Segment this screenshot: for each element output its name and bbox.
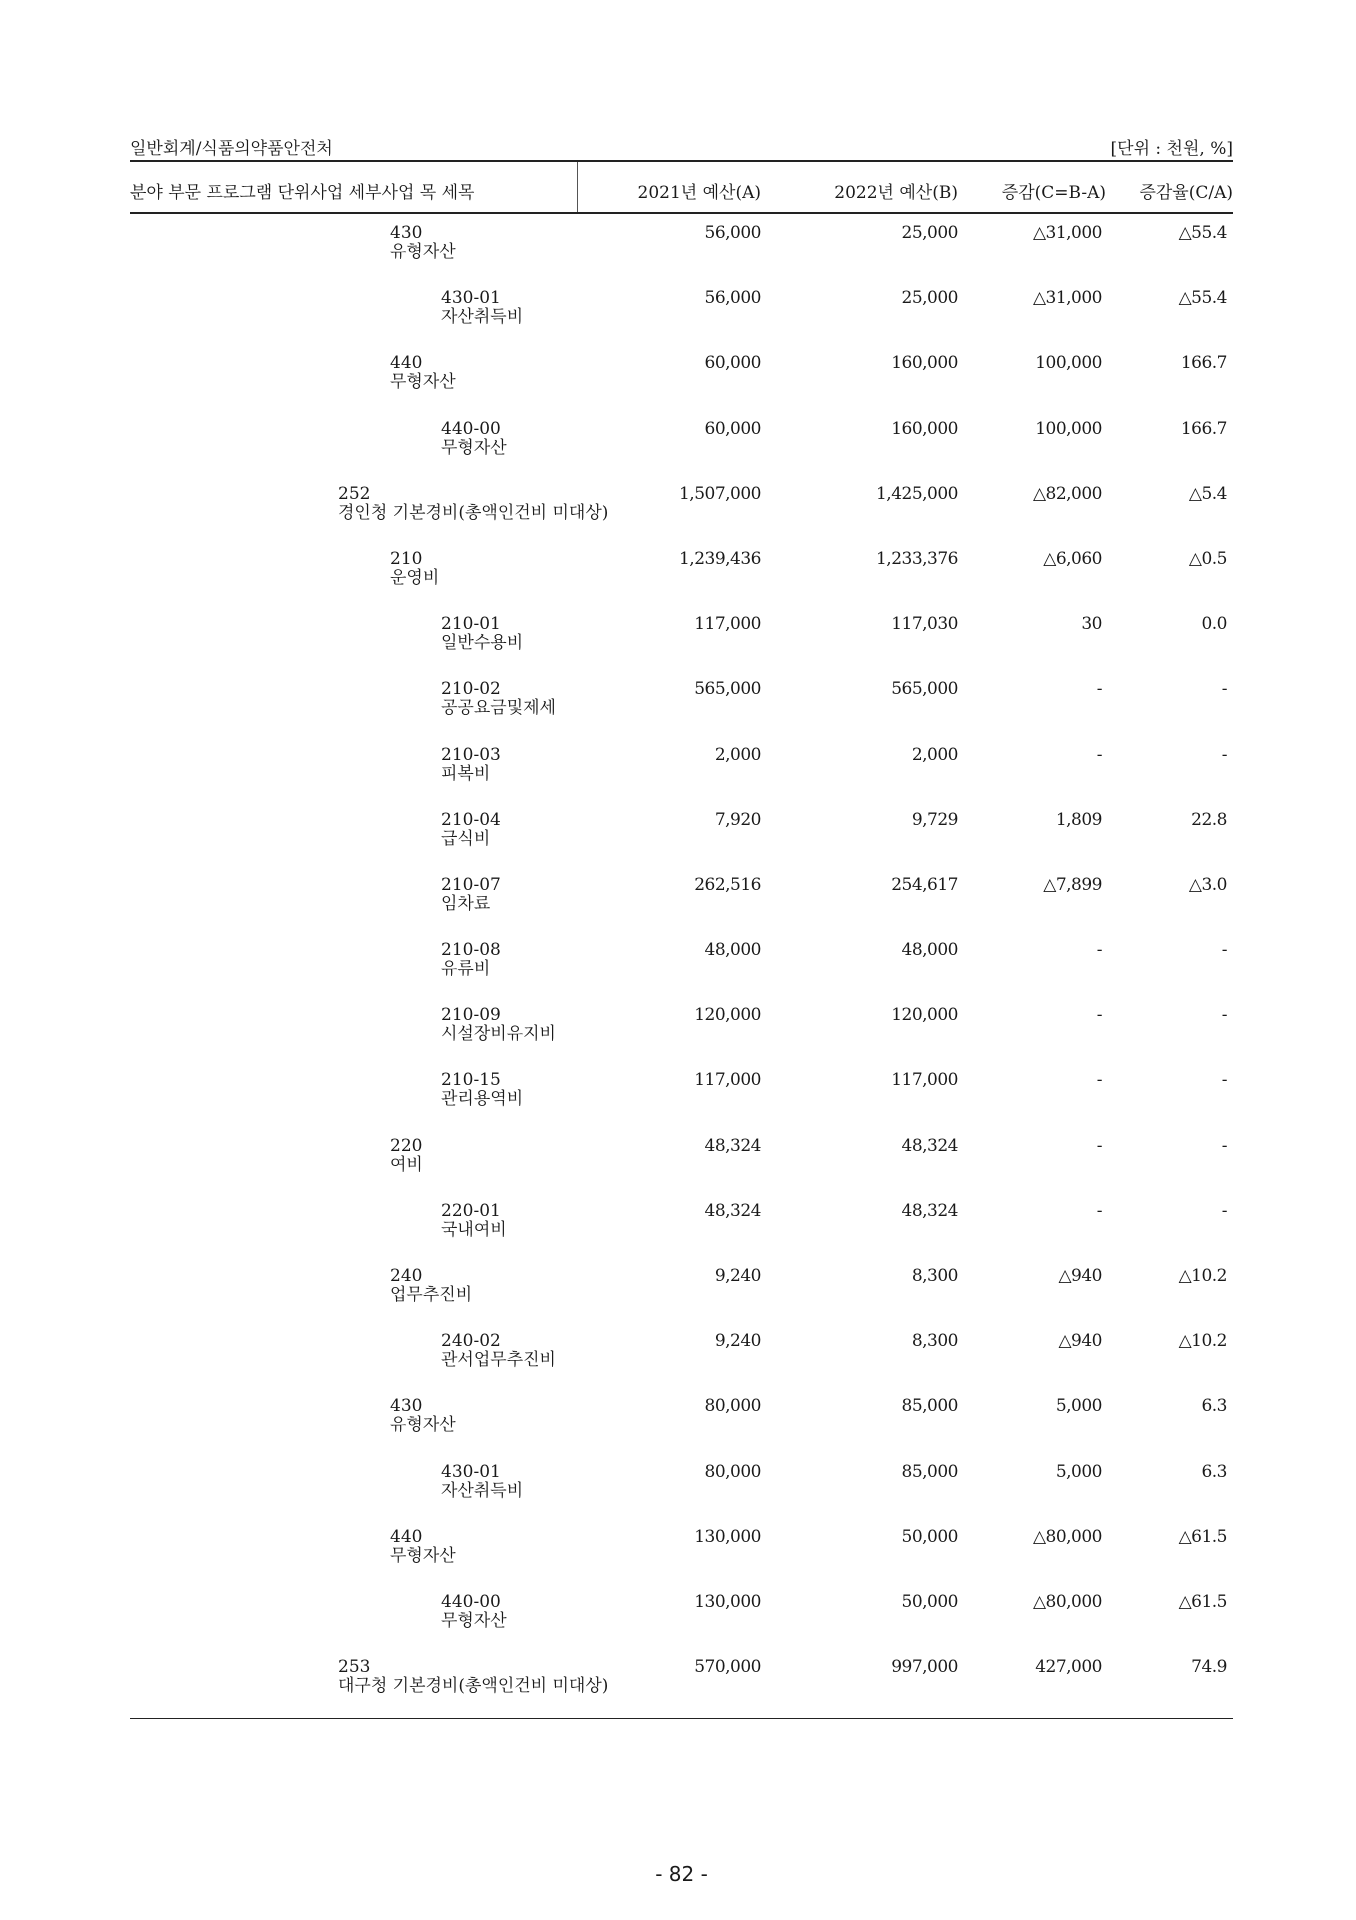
page-number: - 82 - — [655, 1862, 708, 1886]
row-change-rate: 74.9 — [1191, 1657, 1227, 1678]
row-budget-2022: 9,729 — [911, 809, 958, 830]
row-code: 220-01 — [441, 1200, 501, 1221]
row-budget-2021: 570,000 — [694, 1657, 761, 1678]
table-row — [130, 279, 1233, 344]
table-header — [130, 162, 1233, 212]
row-budget-2022: 1,425,000 — [875, 483, 958, 504]
table-bottom-rule — [130, 1718, 1233, 1719]
row-change: 1,809 — [1055, 809, 1102, 830]
row-budget-2022: 997,000 — [891, 1657, 958, 1678]
table-row — [130, 736, 1233, 801]
table-row — [130, 670, 1233, 735]
row-budget-2022: 254,617 — [891, 874, 958, 895]
row-change: △940 — [1058, 1331, 1102, 1352]
row-change-rate: △61.5 — [1178, 1526, 1227, 1547]
row-name: 무형자산 — [390, 372, 456, 393]
table-row — [130, 540, 1233, 605]
row-name: 국내여비 — [441, 1219, 507, 1240]
row-budget-2022: 120,000 — [891, 1005, 958, 1026]
table-row — [130, 996, 1233, 1061]
row-name: 여비 — [390, 1154, 423, 1175]
table-row — [130, 1648, 1233, 1713]
row-budget-2021: 130,000 — [694, 1591, 761, 1612]
table-row — [130, 1257, 1233, 1322]
row-code: 210-15 — [441, 1070, 501, 1091]
table-row — [130, 1127, 1233, 1192]
table-row — [130, 801, 1233, 866]
row-name: 임차료 — [441, 893, 491, 914]
row-change: △31,000 — [1032, 288, 1102, 309]
row-budget-2022: 565,000 — [891, 679, 958, 700]
table-row — [130, 475, 1233, 540]
row-name: 시설장비유지비 — [441, 1024, 556, 1045]
row-budget-2022: 8,300 — [911, 1331, 958, 1352]
row-change: 5,000 — [1055, 1396, 1102, 1417]
row-change: - — [1096, 1005, 1102, 1026]
row-budget-2021: 1,239,436 — [678, 548, 761, 569]
row-change: △6,060 — [1043, 548, 1102, 569]
row-name: 경인청 기본경비(총액인건비 미대상) — [338, 502, 609, 523]
row-change-rate: △55.4 — [1178, 288, 1227, 309]
row-name: 무형자산 — [441, 437, 507, 458]
row-code: 210-07 — [441, 874, 501, 895]
row-change: △82,000 — [1032, 483, 1102, 504]
row-budget-2022: 25,000 — [901, 288, 958, 309]
row-change: 30 — [1081, 614, 1102, 635]
row-code: 210-01 — [441, 614, 501, 635]
row-change-rate: △0.5 — [1188, 548, 1227, 569]
row-name: 무형자산 — [441, 1610, 507, 1631]
table-body — [130, 214, 1233, 1713]
row-code: 252 — [338, 483, 371, 504]
row-budget-2021: 565,000 — [694, 679, 761, 700]
row-budget-2022: 2,000 — [911, 744, 958, 765]
row-budget-2021: 9,240 — [714, 1266, 761, 1286]
row-name: 업무추진비 — [390, 1285, 473, 1305]
row-budget-2021: 80,000 — [704, 1461, 761, 1482]
row-change: - — [1096, 744, 1102, 765]
table-row — [130, 1453, 1233, 1518]
row-code: 210-02 — [441, 679, 501, 700]
row-change-rate: - — [1221, 1070, 1227, 1091]
row-change: - — [1096, 1070, 1102, 1091]
row-code: 220 — [390, 1135, 423, 1156]
row-budget-2021: 9,240 — [714, 1331, 761, 1352]
row-budget-2021: 48,324 — [704, 1135, 761, 1156]
table-row — [130, 866, 1233, 931]
row-change-rate: - — [1221, 940, 1227, 961]
row-budget-2021: 80,000 — [704, 1396, 761, 1417]
header-budget-2022: 2022년 예산(B) — [834, 183, 958, 203]
row-change-rate: △5.4 — [1188, 483, 1227, 504]
row-code: 210-04 — [441, 809, 501, 830]
row-change: - — [1096, 1135, 1102, 1156]
row-budget-2021: 7,920 — [714, 809, 761, 830]
row-budget-2022: 48,324 — [901, 1135, 958, 1156]
row-change: 427,000 — [1035, 1657, 1102, 1678]
row-code: 240 — [390, 1266, 423, 1286]
row-change-rate: 6.3 — [1201, 1461, 1227, 1482]
row-change: - — [1096, 940, 1102, 961]
table-row — [130, 931, 1233, 996]
row-name: 유형자산 — [390, 242, 456, 262]
header-classification: 분야 부문 프로그램 단위사업 세부사업 목 세목 — [130, 183, 475, 203]
account-title: 일반회계/식품의약품안전처 — [130, 139, 333, 159]
header-budget-2021: 2021년 예산(A) — [637, 183, 761, 203]
row-change-rate: 22.8 — [1191, 809, 1227, 830]
table-row — [130, 410, 1233, 475]
row-budget-2022: 8,300 — [911, 1266, 958, 1286]
row-code: 430-01 — [441, 288, 501, 309]
row-change-rate: 166.7 — [1180, 353, 1227, 374]
row-budget-2021: 130,000 — [694, 1526, 761, 1547]
row-change: △31,000 — [1032, 223, 1102, 243]
row-budget-2021: 60,000 — [704, 353, 761, 374]
row-code: 210-03 — [441, 744, 501, 765]
row-code: 440-00 — [441, 1591, 501, 1612]
row-code: 430-01 — [441, 1461, 501, 1482]
row-budget-2021: 262,516 — [694, 874, 761, 895]
row-name: 대구청 기본경비(총액인건비 미대상) — [338, 1676, 609, 1697]
table-row — [130, 214, 1233, 279]
unit-label: [단위 : 천원, %] — [1110, 139, 1233, 159]
row-name: 자산취득비 — [441, 307, 524, 328]
row-change: △940 — [1058, 1266, 1102, 1286]
row-name: 유형자산 — [390, 1415, 456, 1436]
table-caption — [130, 130, 1233, 158]
row-name: 피복비 — [441, 763, 491, 784]
row-budget-2021: 1,507,000 — [678, 483, 761, 504]
table-row — [130, 1322, 1233, 1387]
row-change-rate: - — [1221, 1135, 1227, 1156]
row-budget-2021: 56,000 — [704, 288, 761, 309]
header-change-rate: 증감율(C/A) — [1139, 183, 1233, 203]
row-change-rate: 0.0 — [1201, 614, 1227, 635]
row-budget-2021: 48,324 — [704, 1200, 761, 1221]
row-name: 운영비 — [390, 567, 440, 588]
table-row — [130, 1061, 1233, 1126]
row-budget-2021: 60,000 — [704, 418, 761, 439]
row-code: 240-02 — [441, 1331, 501, 1352]
row-budget-2021: 117,000 — [694, 614, 761, 635]
row-name: 관리용역비 — [441, 1089, 524, 1110]
row-code: 253 — [338, 1657, 371, 1678]
row-code: 440-00 — [441, 418, 501, 439]
row-code: 430 — [390, 1396, 423, 1417]
row-name: 일반수용비 — [441, 633, 524, 654]
document-page — [130, 0, 1233, 1920]
row-code: 210 — [390, 548, 423, 569]
table-row — [130, 1518, 1233, 1583]
row-change-rate: 166.7 — [1180, 418, 1227, 439]
row-name: 자산취득비 — [441, 1480, 524, 1501]
row-change-rate: △55.4 — [1178, 223, 1227, 243]
row-change: 100,000 — [1035, 418, 1102, 439]
row-budget-2022: 160,000 — [891, 418, 958, 439]
row-change: 100,000 — [1035, 353, 1102, 374]
row-budget-2022: 85,000 — [901, 1396, 958, 1417]
table-row — [130, 1387, 1233, 1452]
row-change-rate: - — [1221, 1005, 1227, 1026]
row-change-rate: - — [1221, 744, 1227, 765]
row-budget-2022: 160,000 — [891, 353, 958, 374]
row-budget-2022: 50,000 — [901, 1526, 958, 1547]
row-change-rate: - — [1221, 1200, 1227, 1221]
row-budget-2022: 117,000 — [891, 1070, 958, 1091]
row-change-rate: - — [1221, 679, 1227, 700]
header-divider — [577, 162, 578, 212]
row-change-rate: △10.2 — [1178, 1331, 1227, 1352]
row-code: 210-09 — [441, 1005, 501, 1026]
row-code: 440 — [390, 1526, 423, 1547]
table-row — [130, 344, 1233, 409]
row-budget-2022: 25,000 — [901, 223, 958, 243]
row-change: - — [1096, 679, 1102, 700]
row-budget-2021: 117,000 — [694, 1070, 761, 1091]
row-change: △7,899 — [1043, 874, 1102, 895]
row-budget-2022: 1,233,376 — [875, 548, 958, 569]
row-change: 5,000 — [1055, 1461, 1102, 1482]
header-change: 증감(C=B-A) — [1001, 183, 1106, 203]
row-name: 관서업무추진비 — [441, 1350, 556, 1371]
row-code: 430 — [390, 223, 423, 243]
table-row — [130, 1192, 1233, 1257]
row-name: 무형자산 — [390, 1545, 456, 1566]
row-change-rate: △10.2 — [1178, 1266, 1227, 1286]
row-change-rate: △3.0 — [1188, 874, 1227, 895]
row-code: 210-08 — [441, 940, 501, 961]
row-budget-2022: 48,324 — [901, 1200, 958, 1221]
row-change-rate: 6.3 — [1201, 1396, 1227, 1417]
row-name: 공공요금및제세 — [441, 698, 556, 719]
row-change: △80,000 — [1032, 1591, 1102, 1612]
table-row — [130, 605, 1233, 670]
row-name: 급식비 — [441, 828, 491, 849]
row-budget-2021: 48,000 — [704, 940, 761, 961]
row-budget-2021: 56,000 — [704, 223, 761, 243]
table-row — [130, 1583, 1233, 1648]
row-code: 440 — [390, 353, 423, 374]
row-change: △80,000 — [1032, 1526, 1102, 1547]
row-budget-2022: 50,000 — [901, 1591, 958, 1612]
row-budget-2022: 85,000 — [901, 1461, 958, 1482]
row-change-rate: △61.5 — [1178, 1591, 1227, 1612]
row-budget-2021: 120,000 — [694, 1005, 761, 1026]
row-change: - — [1096, 1200, 1102, 1221]
row-budget-2022: 117,030 — [891, 614, 958, 635]
row-name: 유류비 — [441, 959, 491, 980]
row-budget-2022: 48,000 — [901, 940, 958, 961]
row-budget-2021: 2,000 — [714, 744, 761, 765]
